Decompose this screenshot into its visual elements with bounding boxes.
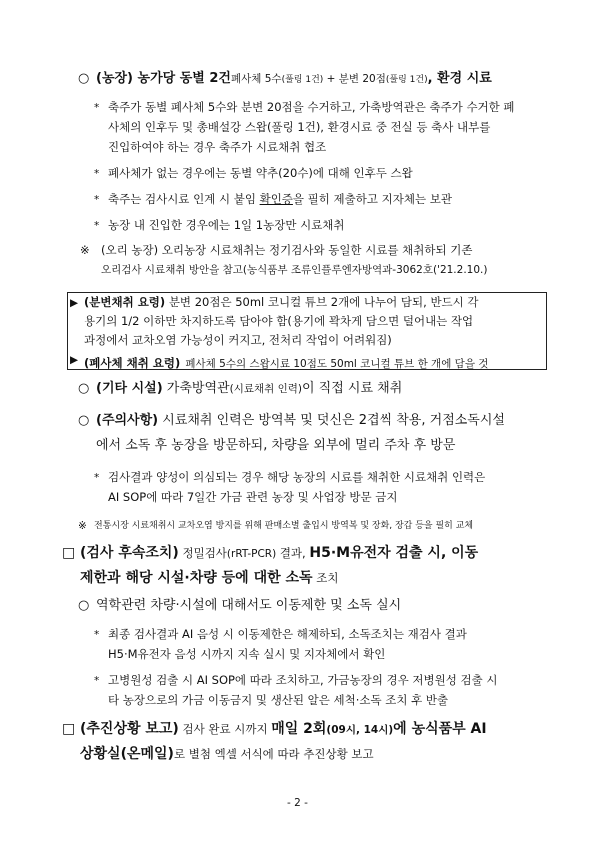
follow-line-2 (80, 570, 338, 588)
farm-pool2: (풀링 1건) (385, 75, 428, 85)
report-line-1 (80, 721, 487, 739)
farm-item-1-line-1: 축주가 동별 폐사체 5수와 분변 20점을 수거하고, 가축방역관은 축주가 수거한 폐 (108, 100, 515, 114)
follow-text-2: (rRT-PCR) (226, 548, 277, 560)
etc-text-2: (시료채취 인력) (229, 383, 302, 395)
star-bullet: * (94, 194, 100, 206)
report-line-2-bold: 상황실(온메일) (80, 746, 174, 762)
farm-marker: ○ (78, 71, 90, 86)
star-bullet: * (94, 102, 100, 114)
star-bullet: * (94, 472, 100, 484)
follow-title: (검사 후속조치) (80, 545, 179, 561)
farm-heading (96, 71, 492, 87)
arrow-right-icon: ▶ (70, 354, 79, 366)
carcass-guide-text: 폐사체 5수의 스왑시료 10점도 50ml 코니컬 튜브 한 개에 담을 것 (185, 358, 489, 370)
follow-sub-text: 역학관련 차량·시설에 대해서도 이동제한 및 소독 실시 (96, 598, 402, 613)
farm-item-3-pre: 축주는 검사시료 인계 시 붙임 (108, 192, 260, 206)
feces-guide-line-1 (84, 295, 479, 309)
feces-guide-text: 분변 20점은 50ml 코니컬 튜브 2개에 나누어 담되, 반드시 각 (168, 295, 479, 309)
farm-item-4: 농장 내 진입한 경우에는 1일 1농장만 시료채취 (108, 218, 345, 232)
feces-guide-title: (분변채취 요령) (84, 295, 166, 309)
farm-item-3 (108, 192, 452, 206)
market-note-mark: ※ (78, 520, 87, 532)
farm-item-2: 폐사체가 없는 경우에는 동별 약추(20수)에 대해 인후두 스왑 (108, 166, 413, 180)
follow-text-3: 결과, (276, 546, 310, 560)
star-bullet: * (94, 220, 100, 232)
farm-paren: 폐사체 5수 (230, 73, 282, 85)
star-bullet: * (94, 675, 100, 687)
star-bullet: * (94, 168, 100, 180)
follow-sub-marker: ○ (78, 598, 90, 613)
etc-marker: ○ (78, 381, 90, 396)
etc-title: (기타 시설) (96, 381, 163, 396)
farm-item-1-line-3: 진입하여야 하는 경우 축주가 시료채취 협조 (108, 140, 327, 154)
follow-text-1: 정밀검사 (178, 546, 227, 560)
follow-text-4: H5·M유전자 검출 시, 이동 (309, 545, 479, 561)
etc-line (96, 381, 402, 397)
carcass-guide-line (84, 352, 488, 372)
follow-star-2-line-1: 고병원성 검출 시 AI SOP에 따라 조치하고, 가금농장의 경우 저병원성 검출 시 (108, 673, 498, 687)
report-text-4: 에 농식품부 AI (393, 721, 487, 737)
report-text-2: 매일 2회 (271, 721, 327, 737)
follow-line-2-text: 조치 (312, 571, 339, 585)
follow-star-1-line-1: 최종 검사결과 AI 음성 시 이동제한은 해제하되, 소독조치는 재검사 결과 (108, 627, 467, 641)
duck-note-line-1: (오리 농장) 오리농장 시료채취는 정기검사와 동일한 시료를 채취하되 기존 (101, 243, 473, 257)
etc-text-1: 가축방역관 (162, 381, 230, 396)
star-bullet: * (94, 629, 100, 641)
farm-item-3-post: 을 필히 제출하고 지자체는 보관 (292, 192, 452, 206)
confirmation-link: 확인증 (259, 192, 293, 206)
note-mark: ※ (80, 243, 90, 257)
carcass-guide-title: (폐사체 채취 요령) (84, 356, 181, 370)
farm-pool1: (풀링 1건) (281, 75, 324, 85)
etc-text-3: 이 직접 시료 채취 (301, 381, 403, 396)
farm-plus: + 분변 20점 (323, 73, 386, 85)
follow-mark: □ (62, 545, 76, 561)
caution-text-1: 시료채취 인력은 방역복 및 덧신은 2겹씩 착용, 거점소독시설 (158, 413, 505, 428)
feces-guide-line-2: 용기의 1/2 이하만 차지하도록 담아야 함(용기에 꽉차게 담으면 덜어내는 작업 (84, 314, 474, 328)
caution-line-2: 에서 소독 후 농장을 방문하되, 차량을 외부에 멀리 주차 후 방문 (96, 438, 456, 453)
caution-sub-line-1: 검사결과 양성이 의심되는 경우 해당 농장의 시료를 채취한 시료채취 인력은 (108, 470, 486, 484)
duck-note-line-2: 오리검사 시료채취 방안을 참고(농식품부 조류인플루엔자방역과-3062호('21.2.10.) (101, 264, 488, 276)
farm-title: (농장) 농가당 동별 2건 (96, 71, 231, 86)
market-note-text: 전통시장 시료채취시 교차오염 방지를 위해 판매소별 출입시 방역복 및 장화, 장갑 등을 필히 교체 (94, 521, 474, 531)
arrow-right-icon: ▶ (70, 297, 79, 309)
feces-guide-line-3: 과정에서 교차오염 가능성이 커지고, 전처리 작업이 어려워짐) (84, 333, 392, 347)
report-line-2-text: 로 별첨 엑셀 서식에 따라 추진상황 보고 (173, 747, 374, 761)
report-text-1: 검사 완료 시까지 (178, 722, 272, 736)
caution-title: (주의사항) (96, 413, 159, 428)
follow-line-2-bold: 제한과 해당 시설·차량 등에 대한 소독 (80, 570, 313, 586)
report-text-3: (09시, 14시) (326, 724, 394, 736)
farm-tail: , 환경 시료 (427, 71, 492, 86)
caution-marker: ○ (78, 413, 90, 428)
follow-line-1 (80, 545, 478, 563)
follow-star-2-line-2: 타 농장으로의 가금 이동금지 및 생산된 알은 세척·소독 조치 후 반출 (108, 693, 449, 707)
report-title: (추진상황 보고) (80, 721, 179, 737)
caution-sub-line-2: AI SOP에 따라 7일간 가금 관련 농장 및 사업장 방문 금지 (108, 490, 398, 504)
page-number: - 2 - (287, 797, 308, 809)
report-line-2 (80, 746, 374, 764)
follow-star-1-line-2: H5·M유전자 음성 시까지 지속 실시 및 지자체에서 확인 (108, 647, 386, 661)
caution-line-1 (96, 413, 505, 429)
report-mark: □ (62, 721, 76, 737)
farm-item-1-line-2: 사체의 인후두 및 총배설강 스왑(풀링 1건), 환경시료 중 전실 등 축사 내부를 (108, 120, 491, 134)
